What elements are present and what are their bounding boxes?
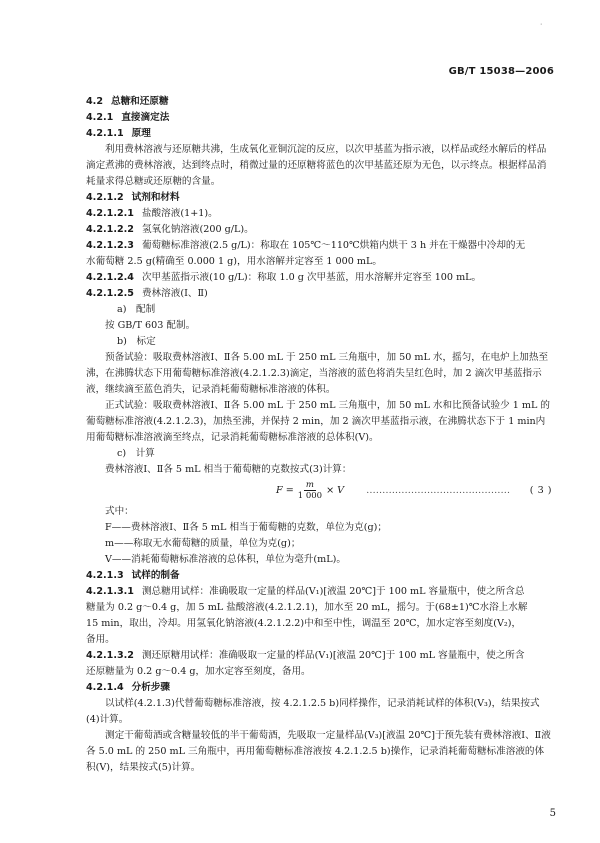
clause-text: c) 计算 bbox=[117, 448, 155, 459]
text-line bbox=[86, 398, 552, 446]
text-line bbox=[86, 648, 552, 664]
text-line bbox=[86, 696, 552, 728]
text-line bbox=[86, 728, 552, 776]
text-line bbox=[86, 94, 552, 110]
clause-number: 4.2.1 bbox=[86, 112, 114, 123]
text-line bbox=[86, 552, 552, 568]
clause-heading: 试样的制备 bbox=[131, 570, 180, 581]
text-line bbox=[86, 286, 552, 302]
text-line bbox=[86, 222, 552, 238]
corner-mark: ᐧ bbox=[539, 20, 542, 29]
clause-text: 测还原糖用试样：准确吸取一定量的样品(V₁)[液温 20℃]于 100 mL 容量瓶中，使之所含 bbox=[141, 650, 525, 661]
clause-text: 测总糖用试样：准确吸取一定量的样品(V₁)[液温 20℃]于 100 mL 容量瓶中，使之所含总 bbox=[141, 586, 525, 597]
clause-text: 按 GB/T 603 配制。 bbox=[105, 320, 196, 331]
text-line bbox=[86, 632, 552, 648]
clause-number: 4.2.1.3 bbox=[86, 570, 124, 581]
clause-heading: 试剂和材料 bbox=[131, 192, 180, 203]
formula-rhs: × V bbox=[326, 484, 345, 496]
clause-number: 4.2.1.2.5 bbox=[86, 288, 134, 299]
formula-lhs: F = bbox=[276, 484, 294, 496]
clause-text: 费林溶液(Ⅰ、Ⅱ) bbox=[141, 288, 208, 299]
clause-text: 式中： bbox=[105, 506, 134, 517]
text-line bbox=[86, 142, 552, 190]
clause-text: 水葡萄糖 2.5 g(精确至 0.000 1 g)，用水溶解并定容至 1 000 mL。 bbox=[86, 256, 382, 267]
page-number: 5 bbox=[549, 808, 556, 819]
clause-heading: 总糖和还原糖 bbox=[111, 96, 169, 107]
clause-number: 4.2.1.3.1 bbox=[86, 586, 134, 597]
document-body bbox=[86, 94, 552, 776]
text-line bbox=[86, 302, 552, 318]
clause-number: 4.2.1.4 bbox=[86, 682, 124, 693]
text-line bbox=[86, 110, 552, 126]
clause-text: F——费林溶液Ⅰ、Ⅱ各 5 mL 相当于葡萄糖的克数，单位为克(g)； bbox=[105, 522, 387, 533]
text-line bbox=[86, 504, 552, 520]
clause-text: 预备试验：吸取费林溶液Ⅰ、Ⅱ各 5.00 mL 于 250 mL 三角瓶中，加 50 mL 水，摇匀，在电炉上加热至沸，在沸腾状态下用葡萄糖标准溶液(4.2.1.2.3)滴定，当溶液的蓝色将消失呈红色时，加 2 滴次甲基蓝指示液，继续滴至蓝色消失，记录消耗葡萄糖标准溶液的体积。 bbox=[86, 352, 549, 395]
clause-heading: 分析步骤 bbox=[131, 682, 171, 693]
clause-text: 盐酸溶液(1+1)。 bbox=[141, 208, 218, 219]
clause-text: 备用。 bbox=[86, 634, 115, 645]
clause-text: 以试样(4.2.1.3)代替葡萄糖标准溶液，按 4.2.1.2.5 b)同样操作，记录消耗试样的体积(V₃)，结果按式(4)计算。 bbox=[86, 698, 540, 725]
text-line bbox=[86, 126, 552, 142]
text-line bbox=[86, 462, 552, 478]
text-line bbox=[86, 536, 552, 552]
text-line bbox=[86, 190, 552, 206]
clause-text: 还原糖量为 0.2 g～0.4 g，加水定容至刻度，备用。 bbox=[86, 666, 311, 677]
clause-heading: 直接滴定法 bbox=[121, 112, 170, 123]
formula-leader-dots: ……………………………………… bbox=[366, 484, 511, 496]
text-line bbox=[86, 584, 552, 600]
section-text bbox=[86, 94, 552, 478]
clause-text: 利用费林溶液与还原糖共沸，生成氧化亚铜沉淀的反应，以次甲基蓝为指示液，以样品或经水解后的样品滴定煮沸的费林溶液，达到终点时，稍微过量的还原糖将蓝色的次甲基蓝还原为无色，以示终点。根据样品消耗量求得总糖或还原糖的含量。 bbox=[86, 144, 547, 187]
formula-3 bbox=[86, 478, 552, 504]
text-line bbox=[86, 600, 552, 616]
clause-number: 4.2.1.1 bbox=[86, 128, 124, 139]
clause-number: 4.2.1.2.2 bbox=[86, 224, 134, 235]
text-line bbox=[86, 446, 552, 462]
clause-heading: 原理 bbox=[131, 128, 151, 139]
text-line bbox=[86, 238, 552, 254]
section-text-continued bbox=[86, 504, 552, 776]
clause-text: 测定干葡萄酒或含糖量较低的半干葡萄酒，先吸取一定量样品(V₃)[液温 20℃]于预先装有费林溶液Ⅰ、Ⅱ液各 5.0 mL 的 250 mL 三角瓶中，再用葡萄糖标准溶液按 4.2.1.2.5 b)操作，记录消耗葡萄糖标准溶液的体积(V)，结果按式(5)计算。 bbox=[86, 730, 551, 773]
text-line bbox=[86, 664, 552, 680]
clause-number: 4.2 bbox=[86, 96, 103, 107]
clause-text: 糖量为 0.2 g～0.4 g，加 5 mL 盐酸溶液(4.2.1.2.1)，加水至 20 mL，摇匀。于(68±1)℃水浴上水解 bbox=[86, 602, 528, 613]
clause-text: m——称取无水葡萄糖的质量，单位为克(g)； bbox=[105, 538, 301, 549]
text-line bbox=[86, 520, 552, 536]
text-line bbox=[86, 568, 552, 584]
formula-denominator: 1 000 bbox=[297, 491, 323, 501]
clause-text: 费林溶液Ⅰ、Ⅱ各 5 mL 相当于葡萄糖的克数按式(3)计算： bbox=[105, 464, 352, 475]
formula-numerator: m bbox=[305, 480, 314, 490]
text-line bbox=[86, 318, 552, 334]
clause-text: b) 标定 bbox=[117, 336, 156, 347]
text-line bbox=[86, 334, 552, 350]
text-line bbox=[86, 616, 552, 632]
clause-text: 正式试验：吸取费林溶液Ⅰ、Ⅱ各 5.00 mL 于 250 mL 三角瓶中，加 50 mL 水和比预备试验少 1 mL 的葡萄糖标准溶液(4.2.1.2.3)，加热至沸，并保持 2 min，加 2 滴次甲基蓝指示液，在沸腾状态下于 1 min内用葡萄糖标准溶液滴至终点，记录消耗葡萄糖标准溶液的总体积(V)。 bbox=[86, 400, 550, 443]
clause-number: 4.2.1.2.3 bbox=[86, 240, 134, 251]
clause-number: 4.2.1.2.1 bbox=[86, 208, 134, 219]
text-line bbox=[86, 206, 552, 222]
text-line bbox=[86, 254, 552, 270]
clause-text: 15 min，取出，冷却。用氢氧化钠溶液(4.2.1.2.2)中和至中性，调温至 20℃，加水定容至刻度(V₂)， bbox=[86, 618, 522, 629]
clause-text: 氢氧化钠溶液(200 g/L)。 bbox=[141, 224, 254, 235]
clause-number: 4.2.1.3.2 bbox=[86, 650, 134, 661]
equation-number: ( 3 ) bbox=[529, 485, 552, 496]
clause-text: 葡萄糖标准溶液(2.5 g/L)：称取在 105℃～110℃烘箱内烘干 3 h 并在干燥器中冷却的无 bbox=[141, 240, 526, 251]
clause-text: V——消耗葡萄糖标准溶液的总体积，单位为毫升(mL)。 bbox=[105, 554, 346, 565]
clause-text: 次甲基蓝指示液(10 g/L)：称取 1.0 g 次甲基蓝，用水溶解并定容至 100 mL。 bbox=[141, 272, 482, 283]
clause-number: 4.2.1.2.4 bbox=[86, 272, 134, 283]
standard-number: GB/T 15038—2006 bbox=[448, 66, 554, 77]
text-line bbox=[86, 270, 552, 286]
clause-number: 4.2.1.2 bbox=[86, 192, 124, 203]
formula-fraction bbox=[298, 480, 322, 501]
text-line bbox=[86, 350, 552, 398]
clause-text: a) 配制 bbox=[117, 304, 156, 315]
text-line bbox=[86, 680, 552, 696]
